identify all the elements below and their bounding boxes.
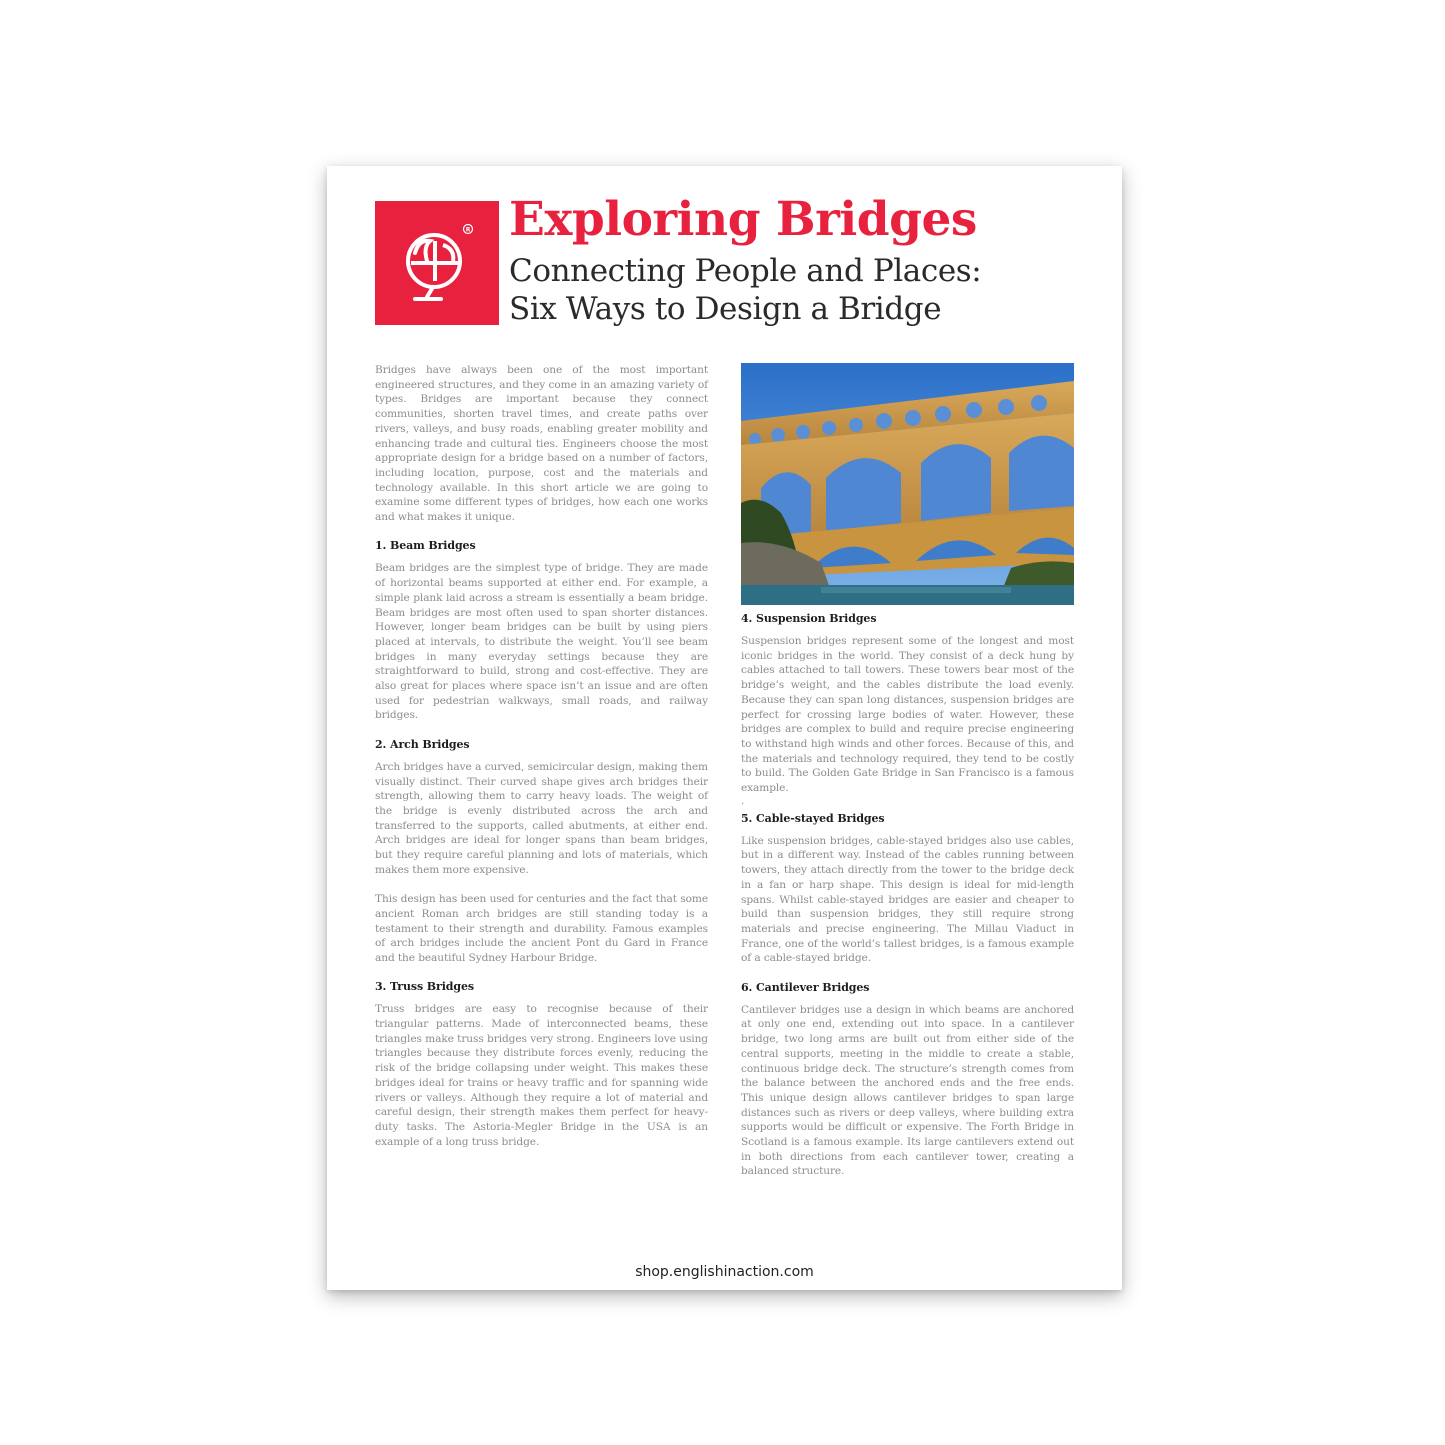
- section-heading-arch: 2. Arch Bridges: [375, 737, 470, 751]
- section-text-suspension: Suspension bridges represent some of the longest and most iconic bridges in the world. They consist of a deck hung by cables attached to tall towers. These towers bear most of the bridge’s weight, and the cables distribute the load evenly. Because they can span long distances, suspension bridges are perfect for crossing large bodies of water. However, these bridges are complex to build and require precise engineering to withstand high winds and other forces. Because of this, and the materials and technology required, they tend to be costly to build. The Golden Gate Bridge in San Francisco is a famous example.: [741, 635, 1074, 795]
- svg-text:R: R: [465, 226, 471, 234]
- worksheet-page: [327, 166, 1122, 1290]
- right-column: [741, 612, 1074, 1194]
- section-text-arch-1: Arch bridges have a curved, semicircular design, making them visually distinct. Their curved shape gives arch bridges their strength, allowing them to carry heavy loads. The weight of the bridge is evenly distributed across the arch and transferred to the supports, called abutments, at either end. Arch bridges are ideal for longer spans than beam bridges, but they require careful planning and lots of materials, which makes them more expensive.: [375, 760, 708, 876]
- subtitle-line-1: Connecting People and Places:: [509, 253, 982, 289]
- section-text-truss: Truss bridges are easy to recognise because of their triangular patterns. Made of interconnected beams, these triangles make truss bridges very strong. Engineers love using triangles because they distribute forces evenly, reducing the risk of the bridge collapsing under weight. This makes these bridges ideal for trains or heavy traffic and for spanning wide rivers or valleys. Although they require a lot of material and careful design, their strength makes them perfect for heavy-duty tasks. The Astoria-Megler Bridge in the USA is an example of a long truss bridge.: [375, 1003, 708, 1148]
- page-title: Exploring Bridges: [509, 192, 977, 247]
- left-column: [375, 363, 708, 1164]
- footer-url: shop.englishinaction.com: [635, 1264, 814, 1280]
- section-heading-cantilever: 6. Cantilever Bridges: [741, 980, 870, 994]
- section-text-cable-stayed: Like suspension bridges, cable-stayed bridges also use cables, but in a different way. Instead of the cables running between towers, they attach directly from the tower to the bridge deck in a fan or harp shape. This design is ideal for mid-length spans. Whilst cable-stayed bridges are easier and cheaper to build than suspension bridges, they still require strong materials and precise engineering. The Millau Viaduct in France, one of the world’s tallest bridges, is a famous example of a cable-stayed bridge.: [741, 834, 1074, 965]
- section-heading-suspension: 4. Suspension Bridges: [741, 612, 877, 625]
- section-text-cantilever: Cantilever bridges use a design in which beams are anchored at only one end, extending out into space. In a cantilever bridge, two long arms are built out from either side of the central supports, meeting in the middle to create a stable, continuous bridge deck. The structure’s strength comes from the balance between the anchored ends and the free ends. This unique design allows cantilever bridges to span large distances such as rivers or deep valleys, where building extra supports would be difficult or expensive. The Forth Bridge in Scotland is a famous example. Its large cantilevers extend out in both directions from each cantilever tower, creating a balanced structure.: [741, 1003, 1074, 1178]
- section-text-beam: Beam bridges are the simplest type of bridge. They are made of horizontal beams supported at either end. For example, a simple plank laid across a stream is essentially a beam bridge. Beam bridges are most often used to span shorter distances. However, longer beam bridges can be built by using piers placed at intervals, to distribute the weight. You’ll see beam bridges in many everyday settings because they are straightforward to build, strong and cost-effective. They are also great for places where space isn’t an issue and are often used for pedestrian walkways, small roads, and railway bridges.: [375, 562, 708, 722]
- stray-period: .: [741, 794, 745, 807]
- aqueduct-illustration: [741, 363, 1074, 605]
- intro-paragraph: Bridges have always been one of the most important engineered structures, and they come in an amazing variety of types. Bridges are important because they connect communities, shorten travel times, and create paths over rivers, valleys, and busy roads, enabling greater mobility and enhancing trade and cultural ties. Engineers choose the most appropriate design for a bridge based on a number of factors, including location, purpose, cost and the materials and technology available. In this short article we are going to examine some different types of bridges, how each one works and what makes it unique.: [375, 364, 708, 524]
- subtitle-line-2: Six Ways to Design a Bridge: [509, 291, 942, 327]
- section-heading-beam: 1. Beam Bridges: [375, 539, 476, 553]
- eia-logo-graphic: [375, 201, 499, 325]
- aqueduct-photo: [741, 363, 1074, 605]
- page-subtitle: [509, 252, 1109, 328]
- section-text-arch-2: This design has been used for centuries and the fact that some ancient Roman arch bridges are still standing today is a testament to their strength and durability. Famous examples of arch bridges include the ancient Pont du Gard in France and the beautiful Sydney Harbour Bridge.: [375, 893, 708, 964]
- eia-logo-icon: [375, 201, 499, 325]
- section-heading-cable-stayed: 5. Cable-stayed Bridges: [741, 811, 885, 825]
- section-heading-truss: 3. Truss Bridges: [375, 980, 474, 994]
